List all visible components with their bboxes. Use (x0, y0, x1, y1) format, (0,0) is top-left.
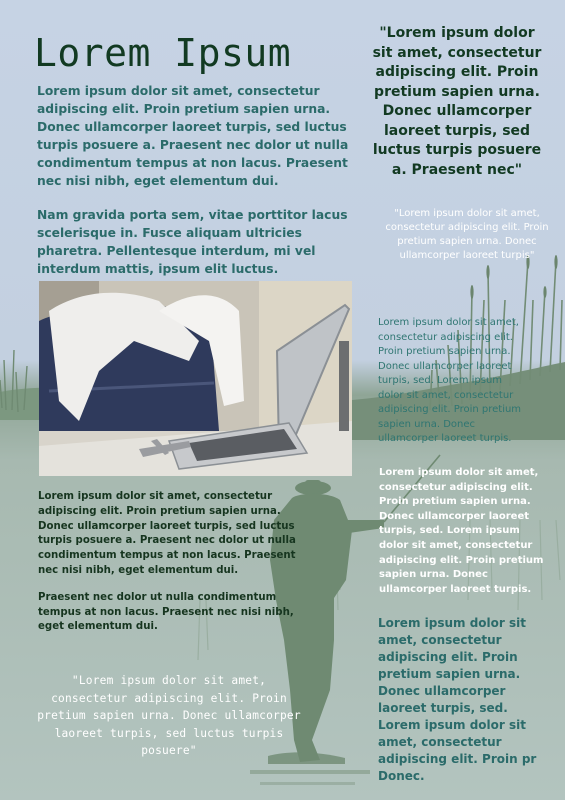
pull-quote-main: "Lorem ipsum dolor sit amet, consectetur adipiscing elit. Proin pretium sapien urna. Donec ullamcorper laoreet turpis, sed luctus turpis posuere a. Praesent nec" (372, 25, 542, 178)
intro-paragraph: Nam gravida porta sem, vitae porttitor lacus scelerisque in. Fusce aliquam ultricies pharetra. Pellentesque interdum, mi vel interdum mattis, ipsum elit luctus. (37, 208, 348, 276)
pull-quote-bottom: "Lorem ipsum dolor sit amet, consectetur adipiscing elit. Proin pretium sapien urna. Donec ullamcorper laoreet turpis, sed luctus turpis posuere" (37, 674, 301, 757)
sidebar-text-teal: Lorem ipsum dolor sit amet, consectetur adipiscing elit. Proin pretium sapien urna. Donec ullamcorper laoreet turpis, sed. Lorem ipsum dolor sit amet, consectetur adipiscing elit. Proin pretium sapien urna. Donec ullamcorper laoreet turpis. (378, 317, 522, 444)
page-title: Lorem Ipsum (34, 31, 292, 75)
pull-quote-light: "Lorem ipsum dolor sit amet, consectetur adipiscing elit. Proin pretium sapien urna. Donec ullamcorper laoreet turpis" (385, 208, 549, 261)
intro-paragraph: Lorem ipsum dolor sit amet, consectetur adipiscing elit. Proin pretium sapien urna. Donec ullamcorper laoreet turpis, sed luctus turpis posuere a. Praesent nec dolor ut nulla condimentum tempus at non lacus. Praesent nec nisi nibh, eget elementum dui. (37, 84, 349, 188)
sidebar-text-teal-bold: Lorem ipsum dolor sit amet, consectetur adipiscing elit. Proin pretium sapien urna. Donec ullamcorper laoreet turpis, sed. Lorem ipsum dolor sit amet, consectetur adipiscing elit. Proin pr Donec. (378, 616, 537, 783)
intro-text (37, 82, 367, 294)
sidebar-text-white: Lorem ipsum dolor sit amet, consectetur adipiscing elit. Proin pretium sapien urna. Donec ullamcorper laoreet turpis, sed. Lorem ipsum dolor sit amet, consectetur adipiscing elit. Proin pretium sapien urna. Donec ullamcorper laoreet turpis. (379, 467, 544, 595)
laptop-photo (39, 281, 352, 476)
body-paragraph: Praesent nec dolor ut nulla condimentum tempus at non lacus. Praesent nec nisi nibh, eget elementum dui. (38, 591, 294, 633)
body-text-left (38, 490, 300, 647)
body-paragraph: Lorem ipsum dolor sit amet, consectetur adipiscing elit. Proin pretium sapien urna. Donec ullamcorper laoreet turpis, sed luctus turpis posuere a. Praesent nec dolor ut nulla condimentum tempus at non lacus. Praesent nec nisi nibh, eget elementum dui. (38, 491, 296, 576)
